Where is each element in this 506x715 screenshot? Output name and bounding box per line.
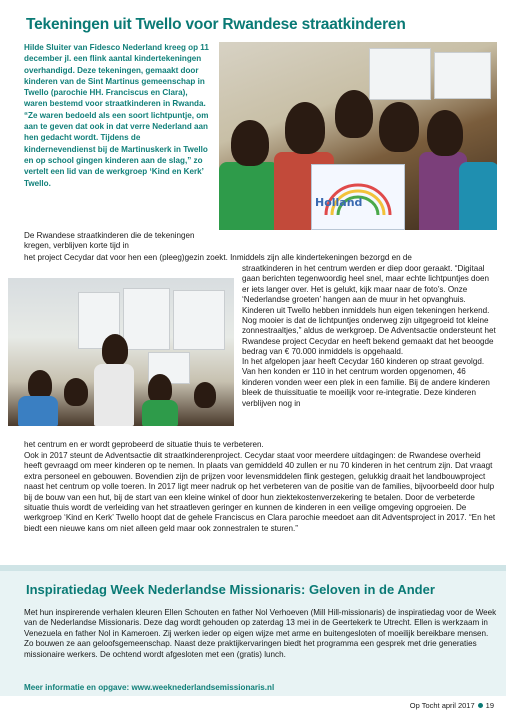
article-lead: Hilde Sluiter van Fidesco Nederland kreeg op 11 december jl. een flink aantal kindertekeningen overhandigd. Deze tekeningen, gemaakt door kinderen van de Sint Martinus gemeenschap in Twello (parochie HH. Franciscus en Clara), waren bestemd voor straatkinderen in Rwanda. “Ze waren bedoeld als een soort lichtpuntje, om aan te geven dat ook in dat verre Nederland aan hen gedacht wordt. Tijdens de kindernevendienst bij de Martinuskerk in Twello en op school gingen kinderen aan de slag,” zo vertelt een lid van de werkgroep ‘Kind en Kerk’ Twello.: [24, 43, 209, 188]
info-box-link[interactable]: Meer informatie en opgave: www.weeknederlandsemissionaris.nl: [24, 683, 275, 692]
child: [231, 120, 269, 166]
child: [64, 378, 88, 406]
wall-drawing: [434, 52, 491, 99]
child: [379, 102, 419, 152]
page-footer: [410, 701, 494, 710]
photo-children-with-drawing: [219, 42, 497, 230]
child-shirt: [219, 162, 279, 230]
article-paragraph: Ook in 2017 steunt de Adventsactie dit straatkinderenproject. Cecydar staat voor meerdere uitdagingen: de Rwandese overheid heeft gevraagd om meer kinderen op te nemen. In plaats van gemiddeld 40 zullen er nu 70 kinderen in het centrum zijn. Dat vraagt extra personeel en gebouwen. Bovendien zijn de prijzen voor levensmiddelen flink gestegen, gelukkig draait het landbouwproject naast het centrum op volle toeren. In 2017 ligt meer nadruk op het verbeteren van de positie van de families, bijvoorbeeld door hulp bij de bouw van een hut, bij de start van een kleine winkel of door hun ziektekostenverzekering te betalen. Door de verbeterde situatie thuis wordt de verleiding van het straatleven geringer en kunnen de kinderen in een veilige omgeving opgroeien. De werkgroep ‘Kind en Kerk’ Twello hoopt dat de gehele Franciscus en Clara parochie meedoet aan dit Adventsproject in 2017. “En het biedt een nieuwe kans om niet alleen geld maar ook zonnestralen te sturen.”: [24, 451, 496, 533]
article-paragraph: De Rwandese straatkinderen die de tekeningen kregen, verblijven korte tijd in: [24, 231, 195, 251]
adult: [102, 334, 128, 366]
article-paragraph: het project Cecydar dat voor hen een (pleeg)gezin zoekt. Inmiddels zijn alle kindertekeningen bezorgd en de: [24, 253, 412, 262]
child: [194, 382, 216, 408]
wall-drawing: [173, 290, 225, 350]
child-shirt: [18, 396, 58, 426]
child-shirt: [459, 162, 497, 230]
article-paragraph: het centrum en er wordt geprobeerd de situatie thuis te verbeteren.: [24, 440, 264, 449]
wall-drawing: [369, 48, 431, 100]
info-box-title: Inspiratiedag Week Nederlandse Missionaris: Geloven in de Ander: [26, 582, 435, 597]
child: [285, 102, 325, 154]
article-paragraph: In het afgelopen jaar heeft Cecydar 160 kinderen op straat gevolgd. Van hen konden er 110 in het centrum worden opgenomen, 46 kinderen vonden weer een plek in een familie. Bij de andere kinderen bleek de thuissituatie te moeilijk voor re-integratie. Deze kinderen verblijven nog in: [242, 357, 490, 408]
photo-children-at-wall: [8, 278, 234, 426]
info-box-body: Met hun inspirerende verhalen kleuren Ellen Schouten en father Nol Verhoeven (Mill Hill-missionaris) de inspiratiedag voor de Week van de Nederlandse Missionaris. Deze dag wordt gehouden op zaterdag 13 mei in de Geertekerk te Utrecht. Ellen is werkzaam in Venezuela en father Nol in Kameroen. Zij werken ieder op eigen wijze met arme en buitengesloten of moeilijk bereikbare mensen. Zo bouwen ze aan geloofsgemeenschap. Naast deze praktijkervaringen biedt het programma een gesprek met drie generaties missionaire werkers. De ochtend wordt afgesloten met een (gratis) lunch.: [24, 608, 497, 659]
article-paragraph: straatkinderen in het centrum werden er diep door geraakt. “Digitaal gaan berichten tegenwoordig heel snel, maar echte lichtpuntjes doen er iets langer over. Het is gelukt, kijk maar naar de foto’s. Onze ‘Nederlandse groeten’ hangen aan de muur in het opvanghuis. Kinderen uit Twello hebben inmiddels hun eigen tekeningen herkend. Nog mooier is dat de lichtpuntjes onderweg zijn uitgegroeid tot kleine zonnestraaltjes,” aldus de werkgroep. De Adventsactie ondersteunt het Rwandese project Cecydar en heeft bekend gemaakt dat het beoogde bedrag van € 70.000 inmiddels is opgehaald.: [242, 264, 496, 357]
bullet-icon: [478, 703, 483, 708]
wall-drawing: [123, 288, 170, 350]
child: [427, 110, 463, 156]
adult-shirt: [94, 364, 134, 426]
article-headline: Tekeningen uit Twello voor Rwandese straatkinderen: [26, 16, 406, 33]
child: [335, 90, 373, 138]
drawing-caption: Holland: [315, 196, 363, 209]
publication-name: Op Tocht april 2017: [409, 701, 475, 710]
page-number: 19: [485, 701, 494, 710]
child-shirt: [142, 400, 178, 426]
